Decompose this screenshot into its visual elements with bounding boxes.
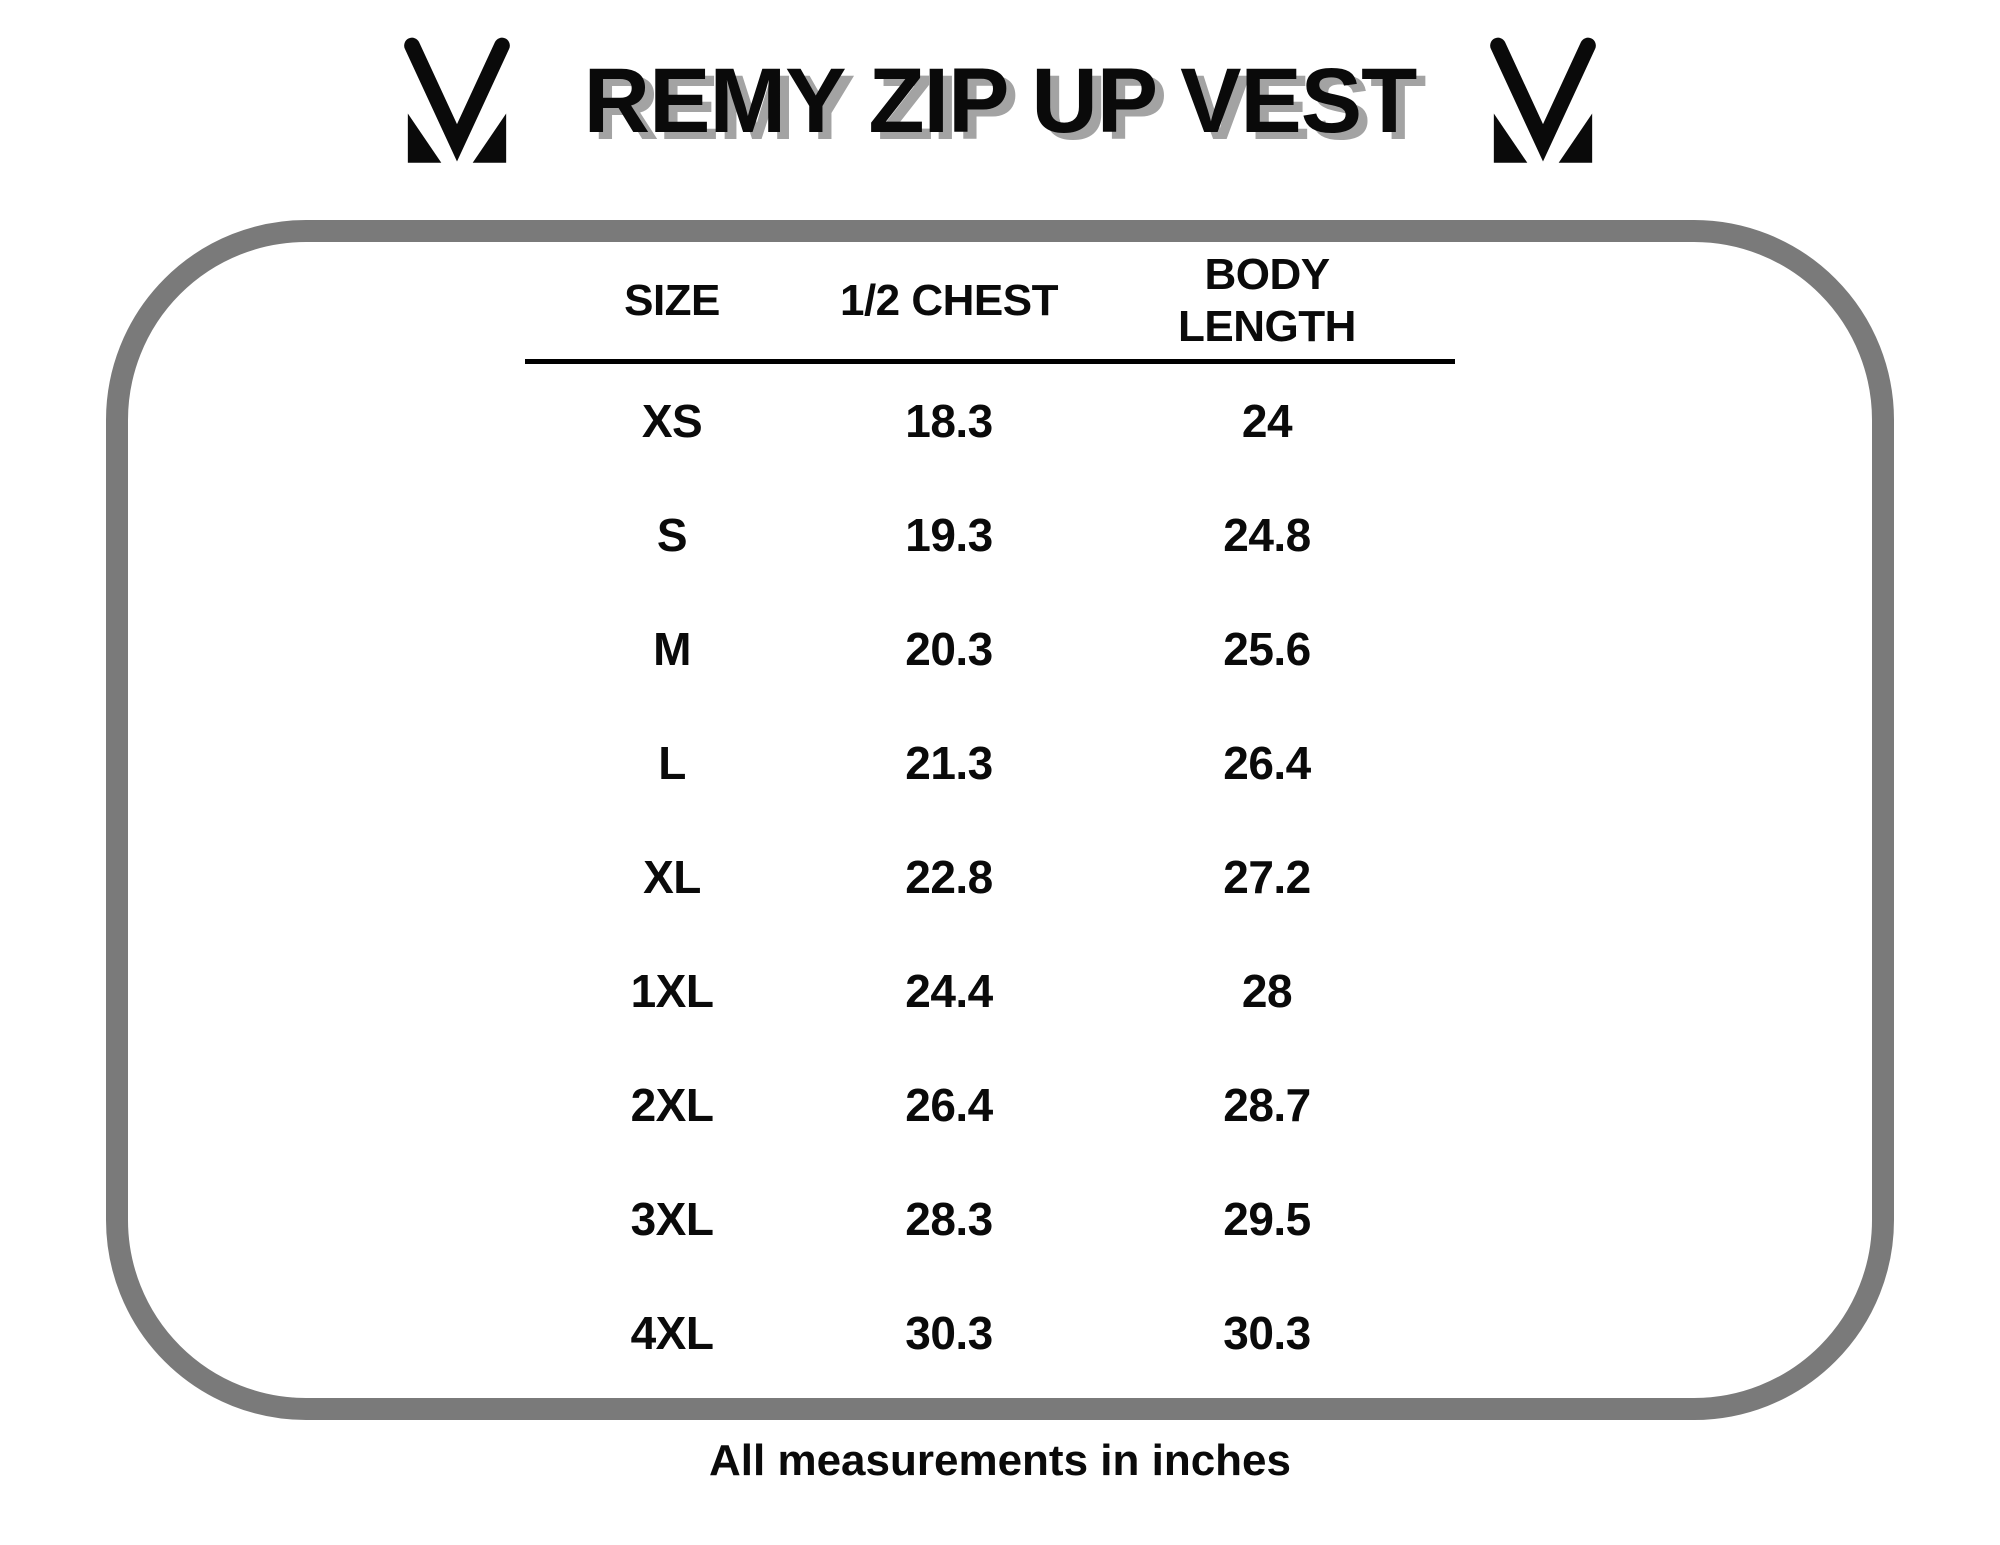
column-header-half-chest: 1/2 CHEST (839, 275, 1058, 325)
table-row (525, 1048, 1455, 1162)
page-title: REMY ZIP UP VEST (583, 49, 1417, 152)
size-cell: XL (643, 851, 701, 903)
half-chest-cell: 26.4 (905, 1079, 993, 1131)
table-row (525, 706, 1455, 820)
table-row (525, 478, 1455, 592)
half-chest-cell: 18.3 (905, 395, 993, 447)
mv-monogram-icon (394, 33, 520, 169)
body-length-cell: 26.4 (1223, 737, 1311, 789)
body-length-cell: 29.5 (1223, 1193, 1311, 1245)
size-cell: L (658, 737, 686, 789)
body-length-cell: 30.3 (1223, 1307, 1311, 1359)
measurements-note: All measurements in inches (709, 1436, 1291, 1485)
column-header-body-length-label: BODY LENGTH (1178, 249, 1356, 351)
table-row (525, 1162, 1455, 1276)
size-cell: S (656, 509, 688, 561)
size-cell: XS (641, 395, 703, 447)
half-chest-cell: 30.3 (905, 1307, 993, 1359)
column-header-body-length (1079, 249, 1455, 353)
table-row (525, 592, 1455, 706)
half-chest-cell: 21.3 (905, 737, 993, 789)
table-header-row (525, 242, 1455, 364)
size-cell: M (653, 623, 691, 675)
size-cell: 2XL (630, 1079, 714, 1131)
body-length-cell: 27.2 (1223, 851, 1311, 903)
size-cell: 4XL (630, 1307, 714, 1359)
table-row (525, 364, 1455, 478)
brand-header (0, 33, 2000, 169)
body-length-cell: 24.8 (1223, 509, 1311, 561)
body-length-cell: 25.6 (1223, 623, 1311, 675)
body-length-cell: 28 (1241, 965, 1293, 1017)
half-chest-cell: 24.4 (905, 965, 993, 1017)
half-chest-cell: 19.3 (905, 509, 993, 561)
body-length-cell: 28.7 (1223, 1079, 1311, 1131)
half-chest-cell: 22.8 (905, 851, 993, 903)
body-length-cell: 24 (1241, 395, 1293, 447)
mv-monogram-icon (1480, 33, 1606, 169)
table-row (525, 820, 1455, 934)
size-chart-table (525, 242, 1455, 1390)
table-row (525, 1276, 1455, 1390)
half-chest-cell: 20.3 (905, 623, 993, 675)
half-chest-cell: 28.3 (905, 1193, 993, 1245)
column-header-size: SIZE (624, 275, 720, 325)
size-cell: 3XL (630, 1193, 714, 1245)
table-row (525, 934, 1455, 1048)
size-cell: 1XL (630, 965, 714, 1017)
